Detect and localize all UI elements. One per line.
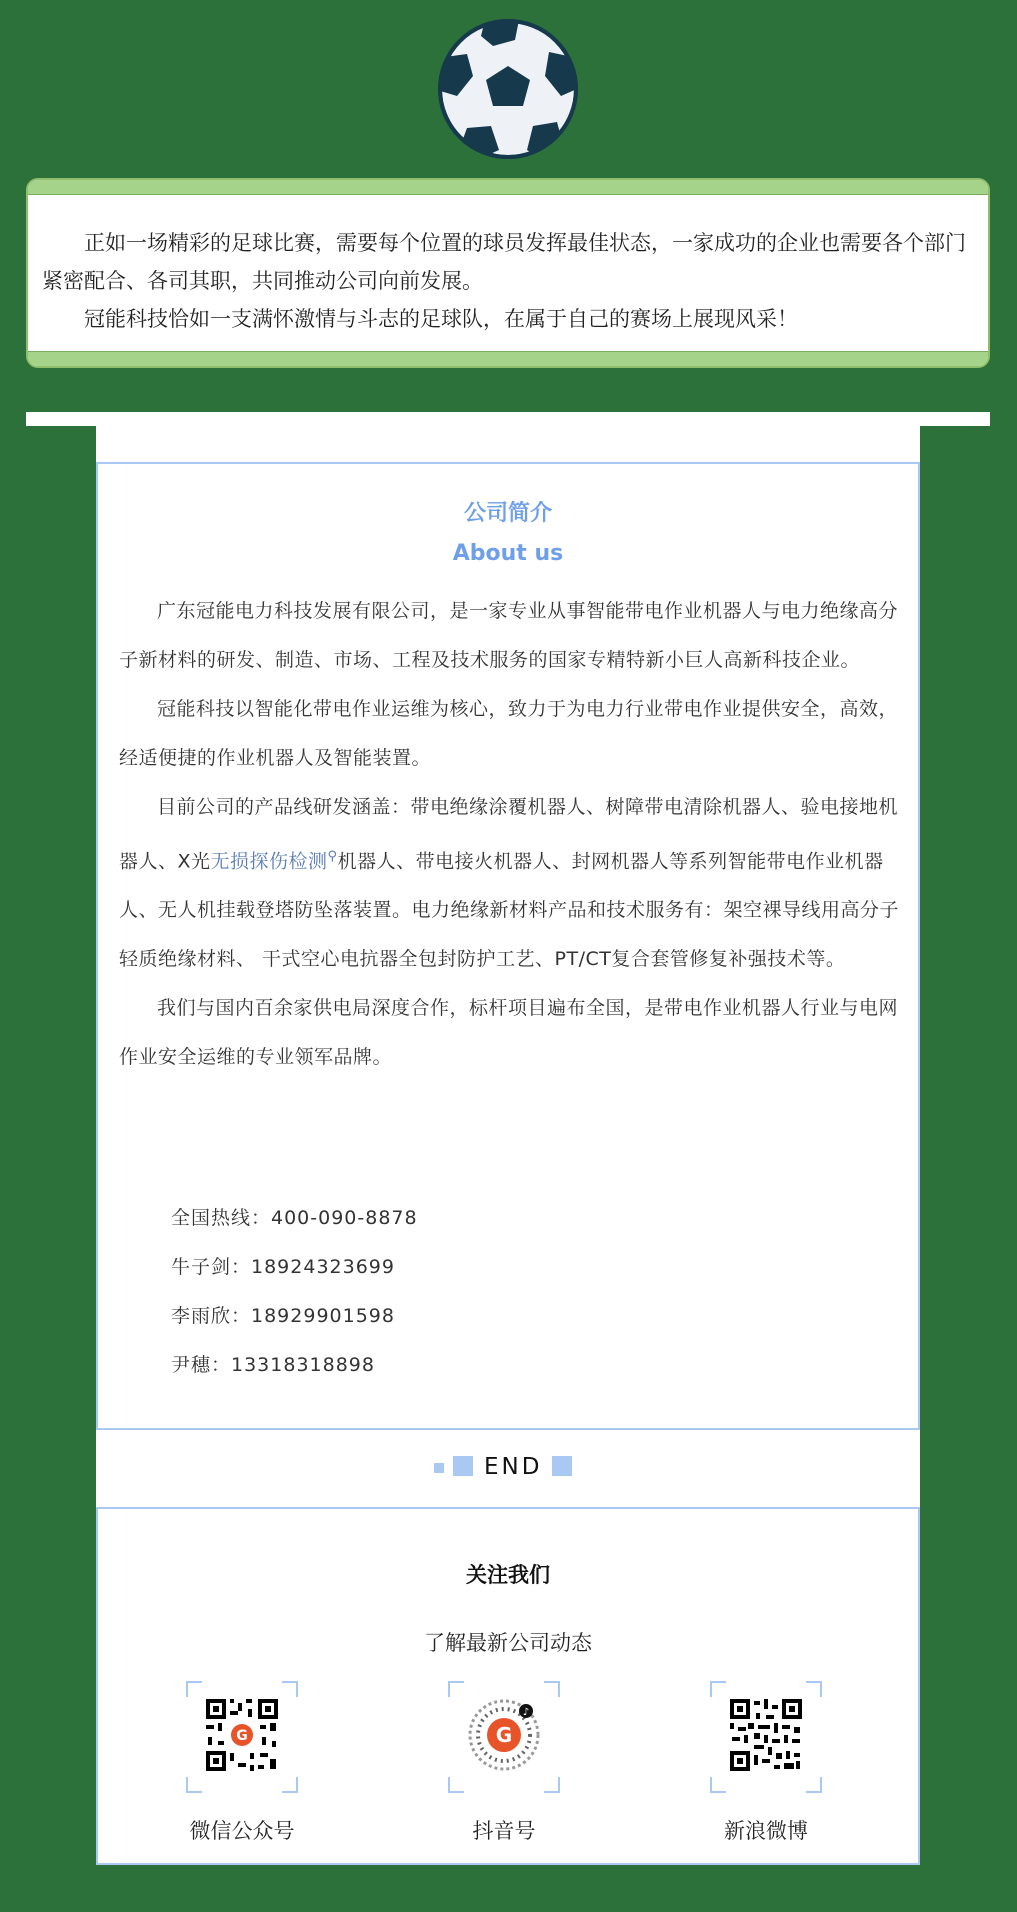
svg-text:G: G [236,1728,248,1744]
intro-band-top [28,180,988,195]
contact-item: 李雨欣：18929901598 [171,1305,395,1327]
about-p3-text-b: 机器人、带电接火机器人、封网机器人等系列智能带电作业机器人、无人机挂载登塔防坠落装置。电力绝缘新材料产品和技术服务有：架空裸导线用高分子轻质绝缘材料、 干式空心电抗器全包封防护工艺、PT/CT复合套管修复补强技术等。 [119,850,900,971]
qr-code-icon[interactable] [728,1697,804,1773]
contact-list [171,1194,418,1390]
end-square-small [434,1463,444,1473]
soccer-ball-icon [437,18,579,160]
ndt-link[interactable]: 无损探伤检测 [210,850,328,873]
svg-text:G: G [495,1723,513,1747]
intro-line-2: 冠能科技恰如一支满怀激情与斗志的足球队，在属于自己的赛场上展现风采！ [84,307,798,331]
follow-subtitle: 了解最新公司动态 [424,1631,592,1655]
about-paragraph-1: 广东冠能电力科技发展有限公司，是一家专业从事智能带电作业机器人与电力绝缘高分子新材料的研发、制造、市场、工程及技术服务的国家专精特新小巨人高新科技企业。 [119,600,899,671]
about-paragraph-3 [119,783,901,984]
wechat-label: 微信公众号 [189,1819,295,1843]
about-paragraph-2: 冠能科技以智能化带电作业运维为核心，致力于为电力行业带电作业提供安全，高效，经适便捷的作业机器人及智能装置。 [119,698,899,769]
weibo-label: 新浪微博 [724,1819,808,1843]
about-body [119,587,901,1082]
svg-text:♪: ♪ [522,1707,530,1718]
end-square-left [453,1456,473,1476]
about-card [96,462,920,1430]
intro-line-1: 正如一场精彩的足球比赛，需要每个位置的球员发挥最佳状态，一家成功的企业也需要各个部门紧密配合、各司其职，共同推动公司向前发展。 [42,231,966,293]
divider-band [26,412,990,426]
intro-card [26,178,990,368]
contact-hotline: 全国热线：400-090-8878 [171,1207,418,1229]
intro-band-bottom [28,351,988,366]
follow-card [96,1507,920,1865]
douyin-qr-icon[interactable] [466,1697,542,1773]
follow-title: 关注我们 [466,1563,550,1587]
about-p3-text-a: 目前公司的产品线研发涵盖：带电绝缘涂覆机器人、树障带电清除机器人、验电接地机器人、X光 [119,796,899,873]
about-paragraph-4: 我们与国内百余家供电局深度合作，标杆项目遍布全国，是带电作业机器人行业与电网作业安全运维的专业领军品牌。 [119,997,899,1069]
card-top-cap [96,426,920,462]
search-icon[interactable]: ⚲ [327,849,338,864]
about-title: 公司简介 [463,501,552,526]
end-square-right [552,1456,572,1476]
end-divider [96,1430,920,1507]
end-label: END [484,1454,543,1480]
about-subtitle: About us [452,541,564,566]
contact-item: 牛子剑：18924323699 [171,1256,395,1278]
contact-item: 尹穗：13318318898 [171,1354,375,1376]
douyin-label: 抖音号 [472,1819,536,1843]
intro-text [42,224,978,338]
qr-code-icon[interactable] [204,1697,280,1773]
